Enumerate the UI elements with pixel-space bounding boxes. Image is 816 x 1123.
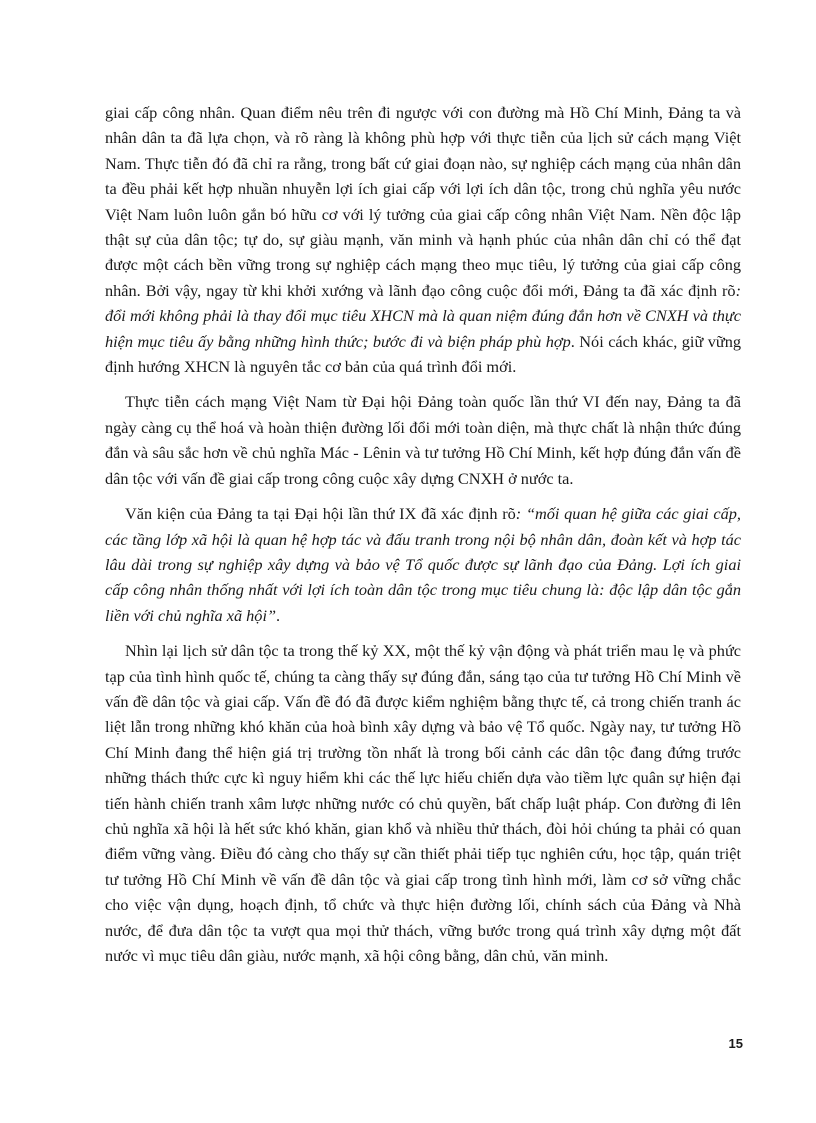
text-run: .: [276, 605, 281, 625]
body-text: [105, 100, 741, 978]
text-run: Nhìn lại lịch sử dân tộc ta trong thế kỷ XX, một thế kỷ vận động và phát triển mau lẹ và phức tạp của tình hình quốc tế, chúng ta càng thấy sự đúng đắn, sáng tạo của tư tưởng Hồ Chí Minh về vấn đề dân tộc và giai cấp. Vấn đề đó đã được kiểm nghiệm bằng thực tế, cả trong chiến tranh ác liệt lẫn trong những khó khăn của hoà bình xây dựng và bảo vệ Tổ quốc. Ngày nay, tư tưởng Hồ Chí Minh đang thể hiện giá trị trường tồn nhất là trong bối cảnh các dân tộc đang đứng trước những thách thức cực kì nguy hiểm khi các thế lực hiếu chiến dựa vào tiềm lực quân sự hiện đại tiến hành chiến tranh xâm lược những nước có chủ quyền, bất chấp luật pháp. Con đường đi lên chủ nghĩa xã hội là hết sức khó khăn, gian khổ và nhiều thử thách, đòi hỏi chúng ta phải có quan điểm vững vàng. Điều đó càng cho thấy sự cần thiết phải tiếp tục nghiên cứu, học tập, quán triệt tư tưởng Hồ Chí Minh về vấn đề dân tộc và giai cấp trong tình hình mới, làm cơ sở vững chắc cho việc vận dụng, hoạch định, tổ chức và thực hiện đường lối, chính sách của Đảng và Nhà nước, để đưa dân tộc ta vượt qua mọi thử thách, vững bước trong quá trình xây dựng một đất nước vì mục tiêu dân giàu, nước mạnh, xã hội công bằng, dân chủ, văn minh.: [105, 641, 741, 965]
text-run: Văn kiện của Đảng ta tại Đại hội lần thứ IX đã xác định rõ: [125, 504, 516, 524]
paragraph-3: [105, 501, 741, 628]
italic-quote: : “mối quan hệ giữa các giai cấp, các tầng lớp xã hội là quan hệ hợp tác và đấu tranh trong nội bộ nhân dân, đoàn kết và hợp tác lâu dài trong sự nghiệp xây dựng và bảo vệ Tổ quốc được sự lãnh đạo của Đảng. Lợi ích giai cấp công nhân thống nhất với lợi ích toàn dân tộc trong mục tiêu chung là: độc lập dân tộc gắn liền với chủ nghĩa xã hội”: [105, 504, 741, 625]
text-run: giai cấp công nhân. Quan điểm nêu trên đi ngược với con đường mà Hồ Chí Minh, Đảng ta và nhân dân ta đã lựa chọn, và rõ ràng là không phù hợp với thực tiễn của lịch sử cách mạng Việt Nam. Thực tiễn đó đã chỉ ra rằng, trong bất cứ giai đoạn nào, sự nghiệp cách mạng của nhân dân ta đều phải kết hợp nhuần nhuyễn lợi ích giai cấp với lợi ích dân tộc, trong chủ nghĩa yêu nước Việt Nam luôn luôn gắn bó hữu cơ với lý tưởng của giai cấp công nhân Việt Nam. Nền độc lập thật sự của dân tộc; tự do, sự giàu mạnh, văn minh và hạnh phúc của nhân dân chỉ có thể đạt được một cách bền vững trong sự nghiệp cách mạng theo mục tiêu, lý tưởng của giai cấp công nhân. Bởi vậy, ngay từ khi khởi xướng và lãnh đạo công cuộc đổi mới, Đảng ta đã xác định rõ: [105, 103, 741, 300]
paragraph-4: [105, 638, 741, 968]
text-run: Thực tiễn cách mạng Việt Nam từ Đại hội Đảng toàn quốc lần thứ VI đến nay, Đảng ta đã ngày càng cụ thể hoá và hoàn thiện đường lối đổi mới toàn diện, mà thực chất là nhận thức đúng đắn và sâu sắc hơn về chủ nghĩa Mác - Lênin và tư tưởng Hồ Chí Minh, kết hợp đúng đắn vấn đề dân tộc với vấn đề giai cấp trong công cuộc xây dựng CNXH ở nước ta.: [105, 392, 741, 488]
text-run: . Nói cách khác, giữ vững định hướng XHCN là nguyên tắc cơ bản của quá trình đổi mới.: [105, 331, 741, 377]
italic-quote: : đổi mới không phải là thay đổi mục tiêu XHCN mà là quan niệm đúng đắn hơn về CNXH và thực hiện mục tiêu ấy bằng những hình thức; bước đi và biện pháp phù hợp: [105, 280, 741, 351]
paragraph-1: [105, 100, 741, 379]
page-number: 15: [728, 1036, 743, 1051]
paragraph-2: [105, 389, 741, 491]
